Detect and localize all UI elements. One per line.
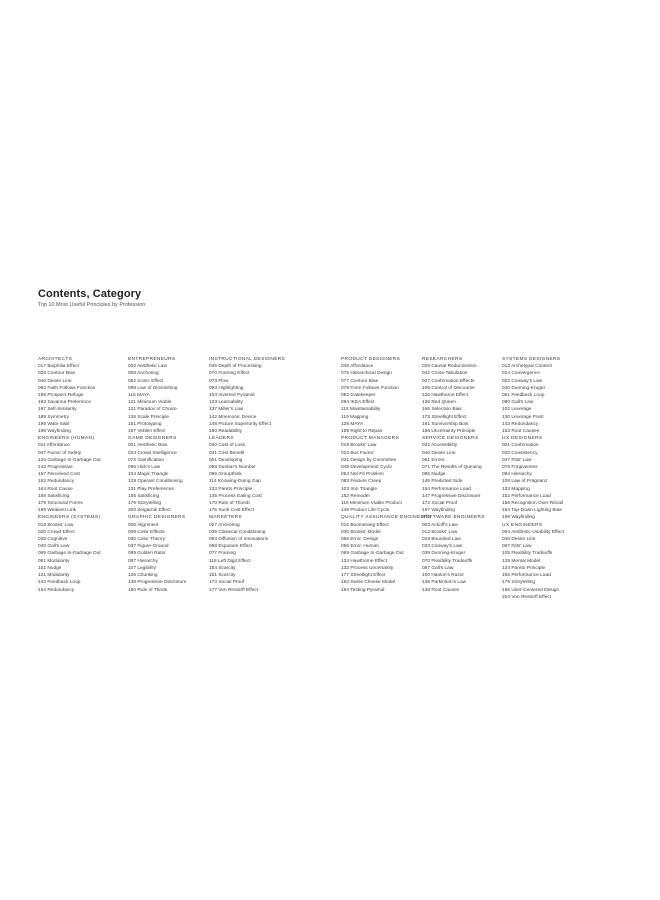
principle-entry: 142 Progressive	[38, 465, 73, 471]
principle-entry: 077 Framing	[209, 551, 236, 557]
principle-entry: 156 Recognition Over Recall	[502, 501, 564, 507]
principle-entry: 152 Performance Load	[502, 493, 551, 499]
principle-entry: 176 Storytelling	[502, 580, 536, 586]
principle-entry: 008 Anchoring	[128, 371, 159, 377]
principle-entry: 100 Hanlon's Razor	[422, 573, 464, 579]
profession-column	[209, 356, 341, 601]
principle-entry: 173 Streetlight Effect	[422, 414, 467, 420]
principle-entry: 037 Figure-Ground	[128, 544, 169, 550]
principle-entry: 143 Redundancy	[502, 421, 539, 427]
principle-entry: 115 MAYA	[128, 393, 150, 399]
principle-entry: 129 Operant Conditioning	[128, 479, 183, 485]
principle-entry: 162 Remodel	[341, 493, 370, 499]
principle-entry: 040 Gall's Law	[38, 544, 70, 550]
principle-entry: 096 Hick's Law	[128, 465, 161, 471]
page-subtitle: Top 10 Most Useful Principles by Profession	[38, 302, 146, 308]
principle-entry: 158 Prospect-Refuge	[38, 393, 84, 399]
principle-entry: 160 Rule of Thirds	[128, 587, 168, 593]
principle-entry: 014 Convergence	[502, 371, 540, 377]
principle-entry: 013 Archetypal Content	[502, 364, 552, 370]
principle-entry: 073 Flow	[209, 378, 229, 384]
principle-entry: 043 Crowd Intelligence	[128, 450, 177, 456]
principle-entry: 033 Conway's Law	[422, 544, 463, 550]
principle-entry: 138 Progressive Disclosure	[128, 580, 187, 586]
principle-entry: 195 User-Centered Design	[502, 587, 560, 593]
principle-entry: 019 Brooks' Law	[341, 443, 377, 449]
principle-entry: 197 Wayfinding	[422, 508, 455, 514]
principle-entry: 178 Structural Forms	[38, 501, 83, 507]
profession-heading: QUALITY ASSURANCE ENGINEERS	[341, 515, 432, 521]
principle-entry: 198 Wayfinding	[502, 515, 535, 521]
principle-entry: 121 Modularity	[38, 573, 70, 579]
principle-entry: 105 Flexibility Tradeoffs	[502, 551, 553, 557]
principle-entry: 176 Storytelling	[128, 501, 162, 507]
principle-entry: 163 Savanna Preference	[38, 400, 92, 406]
profession-group	[38, 356, 128, 435]
principle-entry: 198 Wayfinding	[38, 429, 71, 435]
principle-entry: 092 Faith Follows Function	[38, 385, 96, 391]
principle-entry: 177 Streetlight Effect	[341, 573, 386, 579]
principle-entry: 013 Brooks' Law	[422, 529, 458, 535]
principle-entry: 157 Perceived Cost	[38, 472, 80, 478]
principle-entry: 153 Root Causes	[502, 429, 540, 435]
profession-column	[128, 356, 209, 601]
contents-header	[38, 288, 145, 308]
principle-entry: 070 Flexibility Tradeoffs	[422, 558, 473, 564]
principle-entry: 146 Predicted Side	[422, 479, 463, 485]
principle-entry: 131 Play Preferences	[128, 486, 174, 492]
profession-heading: RESEARCHERS	[422, 357, 463, 362]
principle-entry: 097 Hierarchy	[128, 558, 158, 564]
principle-entry: 155 Satisficing	[128, 493, 160, 499]
principle-entry: 040 Dunning-Kruger	[502, 385, 546, 391]
principle-entry: 058 Dunbar's Number	[209, 465, 256, 471]
profession-group	[128, 435, 209, 514]
profession-heading: SOFTWARE ENGINEERS	[422, 515, 485, 521]
principle-entry: 098 Law of Diminishing	[128, 385, 178, 391]
principle-entry: 103 Inverted Pyramid	[209, 393, 255, 399]
principle-entry: 147 Progressive Disclosure	[422, 493, 481, 499]
principle-entry: 047 Factor of Safety	[38, 450, 82, 456]
principle-entry: 170 Rule of Thumb	[209, 501, 250, 507]
principle-entry: 145 Process Eating Cost	[209, 493, 262, 499]
principle-entry: 133 Mapping	[502, 486, 530, 492]
principle-entry: 042 Cross-Tabulation	[422, 371, 468, 377]
principle-entry: 011 Affordance	[38, 443, 70, 449]
profession-heading: INSTRUCTIONAL DESIGNERS	[209, 357, 286, 362]
principle-entry: 184 Testing Pyramid	[341, 587, 385, 593]
principle-entry: 078 Form Follows Function	[341, 385, 399, 391]
principle-entry: 051 Feedback Loop	[502, 393, 545, 399]
profession-heading: PRODUCT DESIGNERS	[341, 357, 401, 362]
principle-entry: 116 Left Digit Effect	[209, 558, 251, 564]
principle-entry: 189 Symmetry	[38, 414, 69, 420]
principle-entry: 130 Leverage Point	[502, 414, 544, 420]
principle-entry: 017 Biophilia Effect	[38, 364, 79, 370]
principle-entry: 093 Highlighting	[209, 385, 244, 391]
profession-group	[502, 522, 602, 601]
principle-entry: 154 Redundancy	[38, 587, 75, 593]
profession-heading: SERVICE DESIGNERS	[422, 436, 479, 442]
principle-entry: 072 Gamification	[128, 457, 164, 463]
principle-entry: 181 Survivorship Bias	[422, 421, 469, 427]
profession-heading: SYSTEMS DESIGNERS	[502, 357, 561, 362]
principle-entry: 083 Feature Creep	[341, 479, 382, 485]
profession-group	[341, 435, 422, 514]
principle-entry: 105 Control of Discourse	[422, 385, 475, 391]
principle-entry: 195 Wabi-Sabi	[38, 421, 70, 427]
principle-entry: 035 Cognitive	[38, 537, 68, 543]
principle-entry: 048 Affordance	[341, 364, 374, 370]
principle-entry: 103 Iron Triangle	[341, 486, 377, 492]
principle-entry: 039 Dunning-Kruger	[422, 551, 466, 557]
principle-entry: 080 Gall's Law	[502, 400, 534, 406]
principle-entry: 031 Design by Committee	[341, 457, 397, 463]
principle-entry: 197 Veblen Effect	[128, 429, 166, 435]
principle-entry: 161 Scarcity	[209, 573, 236, 579]
principle-entry: 134 Hawthorne Effect	[341, 558, 388, 564]
principle-entry: 009 Color Effects	[128, 529, 165, 535]
principle-entry: 045 Depth of Processing	[209, 364, 262, 370]
profession-group	[128, 514, 209, 593]
principle-entry: 070 Framing Effect	[209, 371, 250, 377]
profession-group	[341, 514, 432, 593]
principle-entry: 154 Performance Load	[422, 486, 471, 492]
principle-entry: 086 Groupthink	[209, 472, 242, 478]
principle-entry: 118 Maintainability	[341, 407, 381, 413]
principle-entry: 200 Zeigarnik Effect	[128, 508, 171, 514]
principle-entry: 136 Red Queen	[422, 400, 456, 406]
principle-entry: 125 Garbage In-Garbage Out	[38, 457, 101, 463]
principle-entry: 025 Causal Reductionism	[422, 364, 477, 370]
profession-heading: ENGINEERS (SYSTEMS)	[38, 515, 101, 521]
principle-entry: 142 Mnemonic Device	[209, 414, 257, 420]
principle-entry: 047 Fitts' Law	[502, 457, 532, 463]
profession-group	[422, 356, 502, 435]
principle-entry: 067 Fitts' Law	[502, 544, 532, 550]
principle-entry: 071 The Results of Queuing	[422, 465, 482, 471]
principle-entry: 199 Weakest Link	[38, 508, 77, 514]
principle-entry: 172 Social Proof	[422, 501, 458, 507]
profession-heading: UX DESIGNERS	[502, 436, 543, 442]
profession-grid	[38, 356, 602, 601]
principle-entry: 076 Hierarchical Design	[341, 371, 392, 377]
profession-heading: LEADERS	[209, 436, 234, 442]
principle-entry: 003 Ackoff's Law	[422, 522, 458, 528]
principle-entry: 076 Forgiveness	[502, 465, 538, 471]
profession-heading: ENGINEERS (HUMAN)	[38, 436, 95, 442]
principle-entry: 020 Crowd Effect	[38, 529, 75, 535]
principle-entry: 041 Cost Benefit	[209, 450, 245, 456]
principle-entry: 104 Magic Triangle	[128, 472, 169, 478]
profession-group	[128, 356, 209, 435]
principle-entry: 018 Bounded Law	[422, 537, 461, 543]
principle-entry: 062 Iconic Effect	[128, 378, 164, 384]
principle-entry: 204 Von Restorff Effect	[502, 594, 552, 600]
profession-group	[341, 356, 422, 435]
profession-heading: ARCHITECTS	[38, 357, 73, 362]
principle-entry: 056 Error, Human	[341, 544, 379, 550]
principle-entry: 032 Accessibility	[422, 443, 458, 449]
principle-entry: 004 Aesthetic-Usability Effect	[502, 529, 565, 535]
principle-entry: 164 Top-Down Lighting Bias	[502, 508, 562, 514]
principle-entry: 022 Conway's Law	[502, 378, 543, 384]
principle-entry: 087 Gall's Law	[422, 565, 454, 571]
principle-entry: 094 Hierarchy	[502, 472, 532, 478]
principle-entry: 151 Prototyping	[128, 421, 162, 427]
principle-entry: 167 Self-Similarity	[38, 407, 77, 413]
profession-group	[422, 514, 502, 593]
principle-entry: 108 Law of Prägnanz	[502, 479, 548, 485]
principle-entry: 177 Von Restorff Effect	[209, 587, 259, 593]
principle-entry: 030 Color Theory	[128, 537, 165, 543]
profession-column	[38, 356, 128, 601]
principle-entry: 046 Desire Line	[38, 378, 72, 384]
principle-entry: 154 Scarcity	[209, 565, 236, 571]
principle-entry: 126 Chunking	[128, 573, 158, 579]
principle-entry: 061 Errors	[422, 457, 445, 463]
principle-entry: 119 Mapping	[341, 414, 369, 420]
principle-entry: 081 Modularity	[38, 558, 70, 564]
principle-entry: 063 Diffusion of Innovations	[209, 537, 269, 543]
principle-entry: 006 Alignment	[128, 522, 159, 528]
principle-entry: 148 Picture Superiority Effect	[209, 421, 272, 427]
principle-entry: 162 Redundancy	[38, 479, 75, 485]
profession-column	[502, 356, 602, 601]
principle-entry: 138 Root Causes	[422, 587, 460, 593]
principle-entry: 133 Pareto Principle	[209, 486, 253, 492]
principle-entry: 002 Aesthetic Law	[128, 364, 167, 370]
principle-entry: 068 Exposure Effect	[209, 544, 253, 550]
principle-entry: 082 Gatekeeper	[341, 393, 376, 399]
principle-entry: 143 Feedback Loop	[38, 580, 81, 586]
principle-entry: 046 Desire Line	[422, 450, 456, 456]
profession-group	[209, 356, 341, 435]
principle-entry: 102 Leverage	[502, 407, 532, 413]
profession-group	[422, 435, 502, 514]
principle-entry: 085 Nudge	[422, 472, 446, 478]
principle-entry: 166 Selection Bias	[422, 407, 462, 413]
principle-entry: 123 Learnability	[209, 400, 243, 406]
principle-entry: 168 Satisficing	[38, 493, 70, 499]
principle-entry: 186 Uncertainty Principle	[422, 429, 476, 435]
principle-entry: 137 Miller's Law	[209, 407, 244, 413]
principle-entry: 129 Mental Model	[502, 558, 541, 564]
principle-entry: 049 Development Cycle	[341, 465, 392, 471]
principle-entry: 046 Desire Line	[502, 537, 536, 543]
principle-entry: 182 Swiss Cheese Model	[341, 580, 396, 586]
profession-heading: MARKETERS	[209, 515, 243, 521]
profession-group	[38, 435, 128, 514]
profession-heading: UX ENGINEERS	[502, 522, 543, 528]
principle-entry: 165 Performance Load	[502, 573, 551, 579]
principle-entry: 102 Nudge	[38, 565, 62, 571]
principle-entry: 128 MAYA	[341, 421, 364, 427]
principle-entry: 020 Consistency	[502, 450, 538, 456]
principle-entry: 001 Aesthetic Bias	[128, 443, 168, 449]
principle-entry: 159 Right to Repair	[341, 429, 383, 435]
principle-entry: 069 Garbage In-Garbage Out	[38, 551, 101, 557]
principle-entry: 019 Brooks' Law	[38, 522, 74, 528]
principle-entry: 175 Sunk Cost Effect	[209, 508, 254, 514]
principle-entry: 094 IKEA Effect	[341, 400, 375, 406]
principle-entry: 054 Not-Fit Problem	[341, 472, 384, 478]
principle-entry: 136 Parkinson's Law	[422, 580, 467, 586]
principle-entry: 069 Garbage In-Garbage Out	[341, 551, 404, 557]
profession-group	[502, 356, 602, 435]
principle-entry: 027 Anchoring	[209, 522, 240, 528]
profession-column	[341, 356, 432, 601]
principle-entry: 134 Pareto Principle	[502, 565, 546, 571]
principle-entry: 055 Error, Design	[341, 537, 379, 543]
principle-entry: 035 Classical Conditioning	[209, 529, 266, 535]
principle-entry: 164 Root Cause	[38, 486, 73, 492]
page-title: Contents, Category	[38, 288, 142, 300]
profession-heading: GAME DESIGNERS	[128, 436, 177, 442]
principle-entry: 077 Contour Bias	[341, 378, 379, 384]
principle-entry: 027 Confirmation Effects	[422, 378, 475, 384]
principle-entry: 051 Developing	[209, 457, 243, 463]
principle-entry: 148 Product Life Cycle	[341, 508, 390, 514]
principle-entry: 131 Paradox of Choice	[128, 407, 177, 413]
principle-entry: 023 Bus Factor	[341, 450, 374, 456]
principle-entry: 160 Readability	[209, 429, 243, 435]
principle-entry: 028 Contour Bias	[38, 371, 76, 377]
principle-entry: 040 Cost of Loss	[209, 443, 245, 449]
profession-group	[38, 514, 128, 593]
principle-entry: 114 Knowing-Doing Gap	[209, 479, 261, 485]
principle-entry: 173 Social Proof	[209, 580, 245, 586]
principle-entry: 136 Scale Principle	[128, 414, 170, 420]
profession-group	[209, 514, 341, 593]
principle-entry: 030 Brooks' Model	[341, 529, 381, 535]
profession-heading: ENTREPRENEURS	[128, 357, 176, 362]
principle-entry: 132 Process Uncertainty	[341, 565, 394, 571]
principle-entry: 001 Confirmation	[502, 443, 539, 449]
profession-group	[209, 435, 341, 514]
principle-entry: 089 Golden Ratio	[128, 551, 166, 557]
profession-group	[502, 435, 602, 521]
principle-entry: 121 Minimum Viable	[128, 400, 172, 406]
profession-heading: PRODUCT MANAGERS	[341, 436, 400, 442]
principle-entry: 126 Hawthorne Effect	[422, 393, 469, 399]
profession-heading: GRAPHIC DESIGNERS	[128, 515, 186, 521]
principle-entry: 016 Boomerang Effect	[341, 522, 389, 528]
principle-entry: 116 Minimum Viable Product	[341, 501, 402, 507]
principle-entry: 107 Legibility	[128, 565, 157, 571]
profession-column	[422, 356, 502, 601]
